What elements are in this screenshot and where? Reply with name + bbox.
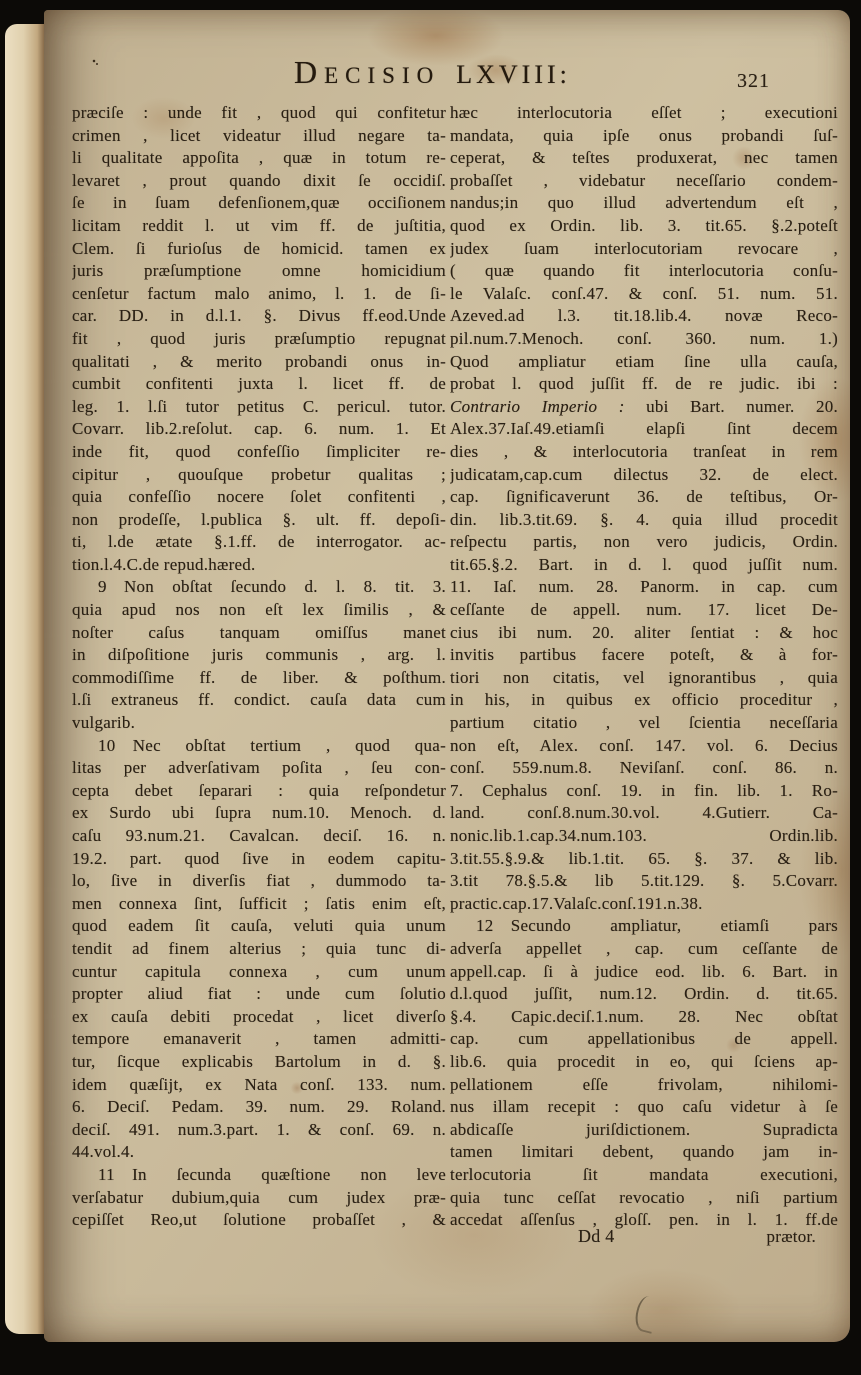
text-line: men connexa ſint, ſufficit ; ſatis enim eſt, [72, 893, 446, 913]
text-line: Quod ampliatur etiam ſine ulla cauſa, [450, 351, 838, 371]
text-line: l.ſi extraneus ff. condict. cauſa data cum [72, 690, 446, 710]
text-line: cepta debet ſeparari : quia reſpondetur [72, 780, 446, 800]
text-line: ti, l.de ætate §.1.ff. de interrogator. ac- [72, 532, 446, 552]
text-line: qualitati , & merito probandi onus in- [72, 351, 446, 371]
text-line: reſpectu partis, non vero judicis, Ordin. [450, 532, 838, 552]
text-line: licitam reddit l. ut vim ff. de juſtitia, [72, 215, 446, 235]
text-line: litas per adverſativam poſita , ſeu con- [72, 758, 446, 778]
text-line: partium citatio , vel ſcientia neceſſaria [450, 713, 838, 733]
text-line: cius ibi num. 20. aliter ſentiat : & hoc [450, 622, 838, 642]
text-line: quia confeſſio nocere ſolet confitenti , [72, 487, 446, 507]
text-line: 19.2. part. quod ſive in eodem capitu- [72, 848, 446, 868]
text-line: judicatam,cap.cum dilectus 32. de elect. [450, 464, 838, 484]
text-line: dies , & interlocutoria tranſeat in rem [450, 441, 838, 461]
text-line: tit.65.§.2. Bart. in d. l. quod juſſit num. [450, 554, 838, 574]
text-line: inde fit, quod confeſſio ſimpliciter re- [72, 441, 446, 461]
text-line: caſu 93.num.21. Cavalcan. deciſ. 16. n. [72, 826, 446, 845]
text-line: Covarr. lib.2.reſolut. cap. 6. num. 1. Et [72, 419, 446, 439]
text-line: ( quæ quando fit interlocutoria conſu- [450, 261, 838, 281]
text-line: nandus;in quo illud advertendum eſt , [450, 193, 838, 213]
text-line: pellationem eſſe frivolam, nihilomi- [450, 1074, 838, 1094]
text-line: conſ. 559.num.8. Neviſanſ. conſ. 86. n. [450, 758, 838, 778]
text-column-right [450, 102, 838, 1232]
text-line: terlocutoria ſit mandata executioni, [450, 1164, 838, 1184]
text-line: 7. Cephalus conſ. 19. in fin. lib. 1. Ro- [450, 780, 838, 800]
book-page [44, 10, 850, 1342]
text-line: quia apud nos non eſt lex ſimilis , & [72, 600, 446, 620]
text-line: non eſt, Alex. conſ. 147. vol. 6. Decius [450, 735, 838, 755]
text-line: quod eadem ſit cauſa, veluti quia unum [72, 916, 446, 936]
text-line: 11 In ſecunda quæſtione non leve [98, 1164, 446, 1184]
direction-line [450, 1224, 838, 1249]
text-line: car. DD. in d.l.1. §. Divus ff.eod.Unde [72, 306, 446, 326]
text-line: crimen , licet videatur illud negare ta- [72, 125, 446, 145]
text-line: 44.vol.4. [72, 1142, 135, 1162]
catchword: prætor. [766, 1227, 816, 1246]
text-line: quia tunc ceſſat revocatio , niſi partium [450, 1187, 838, 1207]
text-line: accedat aſſenſus , gloſſ. pen. in l. 1. ff.de [450, 1210, 838, 1230]
text-line: propter aliud fiat : unde cum ſolutio [72, 984, 446, 1004]
text-line: noſter caſus tanquam omiſſus manet [72, 622, 446, 642]
page-number: 321 [737, 70, 770, 92]
text-line: cap. ſignificaverunt 36. de teſtibus, Or- [450, 487, 838, 507]
text-line: nonic.lib.1.cap.34.num.103. Ordin.lib. [450, 826, 838, 845]
text-line: 3.tit.55.§.9.& lib.1.tit. 65. §. 37. & lib. [450, 848, 838, 868]
text-line: judex ſuam interlocutoriam revocare , [450, 238, 838, 258]
text-line: appell.cap. ſi à judice eod. lib. 6. Bart. in [450, 961, 838, 981]
text-line: tendit ad finem alterius ; quia tunc di- [72, 938, 446, 958]
text-line: tamen limitari debent, quando jam in- [450, 1142, 838, 1162]
text-line: cumbit confitenti juxta l. licet ff. de [72, 374, 446, 394]
text-line: quod ex Ordin. lib. 3. tit.65. §.2.poteſt [450, 215, 838, 235]
text-line: li qualitate appoſita , quæ in totum re- [72, 148, 446, 168]
text-line: tempore emanaverit , tamen admitti- [72, 1029, 446, 1049]
text-line: levaret , prout quando dixit ſe occidiſ. [72, 170, 446, 190]
text-line: ex Surdo ubi ſupra num.10. Menoch. d. [72, 803, 446, 823]
ink-speck [92, 58, 99, 66]
text-line: vulgarib. [72, 713, 136, 733]
text-line: 9 Non obſtat ſecundo d. l. 8. tit. 3. [98, 577, 446, 597]
text-line: ceſſante de appell. num. 17. licet De- [450, 600, 838, 620]
text-line: le Valaſc. conſ.47. & conſ. 51. num. 51. [450, 283, 838, 303]
text-line: d.l.quod juſſit, num.12. Ordin. d. tit.65. [450, 984, 838, 1004]
text-line: mandata, quia ipſe onus probandi ſuſ- [450, 125, 838, 145]
text-line: ex cauſa debiti procedat , licet diverſo [72, 1006, 446, 1026]
text-line: lo, ſive in diverſis fiat , dummodo ta- [72, 871, 446, 891]
header-title-numeral: LXVIII: [456, 60, 571, 89]
text-line: in his, in quibus ex officio proceditur , [450, 690, 838, 710]
text-column-left [72, 102, 446, 1232]
text-line: 12 Secundo ampliatur, etiamſi pars [476, 916, 838, 936]
text-line: din. lib.3.tit.69. §. 4. quia illud procedit [450, 509, 838, 529]
header-title-word: DECISIO [294, 54, 441, 90]
text-line: Contrario Imperio : ubi Bart. numer. 20. [450, 396, 838, 416]
running-header [294, 54, 571, 91]
fiber-mark [632, 1294, 660, 1334]
text-line: cipitur , quouſque probetur qualitas ; [72, 464, 446, 484]
text-line: idem quæſijt, ex Nata conſ. 133. num. [72, 1074, 446, 1094]
text-line: ſe in ſuam defenſionem,quæ occiſionem [72, 193, 446, 213]
text-line: juris præſumptione omne homicidium [72, 261, 446, 281]
text-line: tur, ſicque explicabis Bartolum in d. §. [72, 1051, 446, 1071]
text-line: non prodeſſe, l.publica §. ult. ff. depoſi- [72, 509, 446, 529]
text-line: tiori non citatis, vel ignorantibus , quia [450, 667, 838, 687]
text-line: cepiſſet Reo,ut ſolutione probaſſet , & [72, 1210, 446, 1230]
text-line: Alex.37.Iaſ.49.etiamſi elapſi ſint decem [450, 419, 838, 439]
text-line: in diſpoſitione juris communis , arg. l. [72, 645, 446, 665]
text-line: verſabatur dubium,quia cum judex præ- [72, 1187, 446, 1207]
text-line: commodiſſime ff. de liber. & poſthum. [72, 667, 446, 687]
signature-mark: Dd 4 [578, 1226, 615, 1246]
text-line: præciſe : unde fit , quod qui confitetur [72, 103, 446, 122]
text-line: probaſſet , videbatur neceſſario condem- [450, 170, 838, 190]
text-line: lib.6. quia procedit in eo, qui ſciens ap- [450, 1051, 838, 1071]
text-line: probat l. quod juſſit ff. de re judic. ibi : [450, 374, 838, 394]
text-line: invitis partibus facere poteſt, & à for- [450, 645, 838, 665]
text-line: 11. Iaſ. num. 28. Panorm. in cap. cum [450, 577, 838, 597]
text-line: practic.cap.17.Valaſc.conſ.191.n.38. [450, 893, 703, 913]
text-line: fit , quod juris præſumptio repugnat [72, 328, 446, 348]
text-line: Azeved.ad l.3. tit.18.lib.4. novæ Reco- [450, 306, 838, 326]
text-line: adverſa appellet , cap. cum ceſſante de [450, 938, 838, 958]
text-line: §.4. Capic.deciſ.1.num. 28. Nec obſtat [450, 1006, 838, 1026]
text-line: deciſ. 491. num.3.part. 1. & conſ. 69. n. [72, 1119, 446, 1139]
text-line: pil.num.7.Menoch. conſ. 360. num. 1.) [450, 328, 838, 348]
text-line: 6. Deciſ. Pedam. 39. num. 29. Roland. [72, 1097, 446, 1117]
text-line: cap. cum appellationibus de appell. [450, 1029, 838, 1049]
text-line: ceperat, & teſtes produxerat, nec tamen [450, 148, 838, 168]
text-line: Clem. ſi furioſus de homicid. tamen ex [72, 238, 446, 258]
text-line: leg. 1. l.ſi tutor petitus C. pericul. tutor. [72, 396, 446, 416]
text-line: 3.tit 78.§.5.& lib 5.tit.129. §. 5.Covarr. [450, 871, 838, 891]
text-line: hæc interlocutoria eſſet ; executioni [450, 103, 838, 122]
text-line: cuntur capitula connexa , cum unum [72, 961, 446, 981]
text-line: nus illam recepit : quo caſu videtur à ſe [450, 1097, 838, 1117]
text-line: abdicaſſe juriſdictionem. Supradicta [450, 1119, 838, 1139]
text-line: 10 Nec obſtat tertium , quod qua- [98, 735, 446, 755]
text-line: land. conſ.8.num.30.vol. 4.Gutierr. Ca- [450, 803, 838, 823]
text-line: cenſetur factum malo animo, l. 1. de ſi- [72, 283, 446, 303]
text-line: tion.l.4.C.de repud.hæred. [72, 554, 256, 574]
